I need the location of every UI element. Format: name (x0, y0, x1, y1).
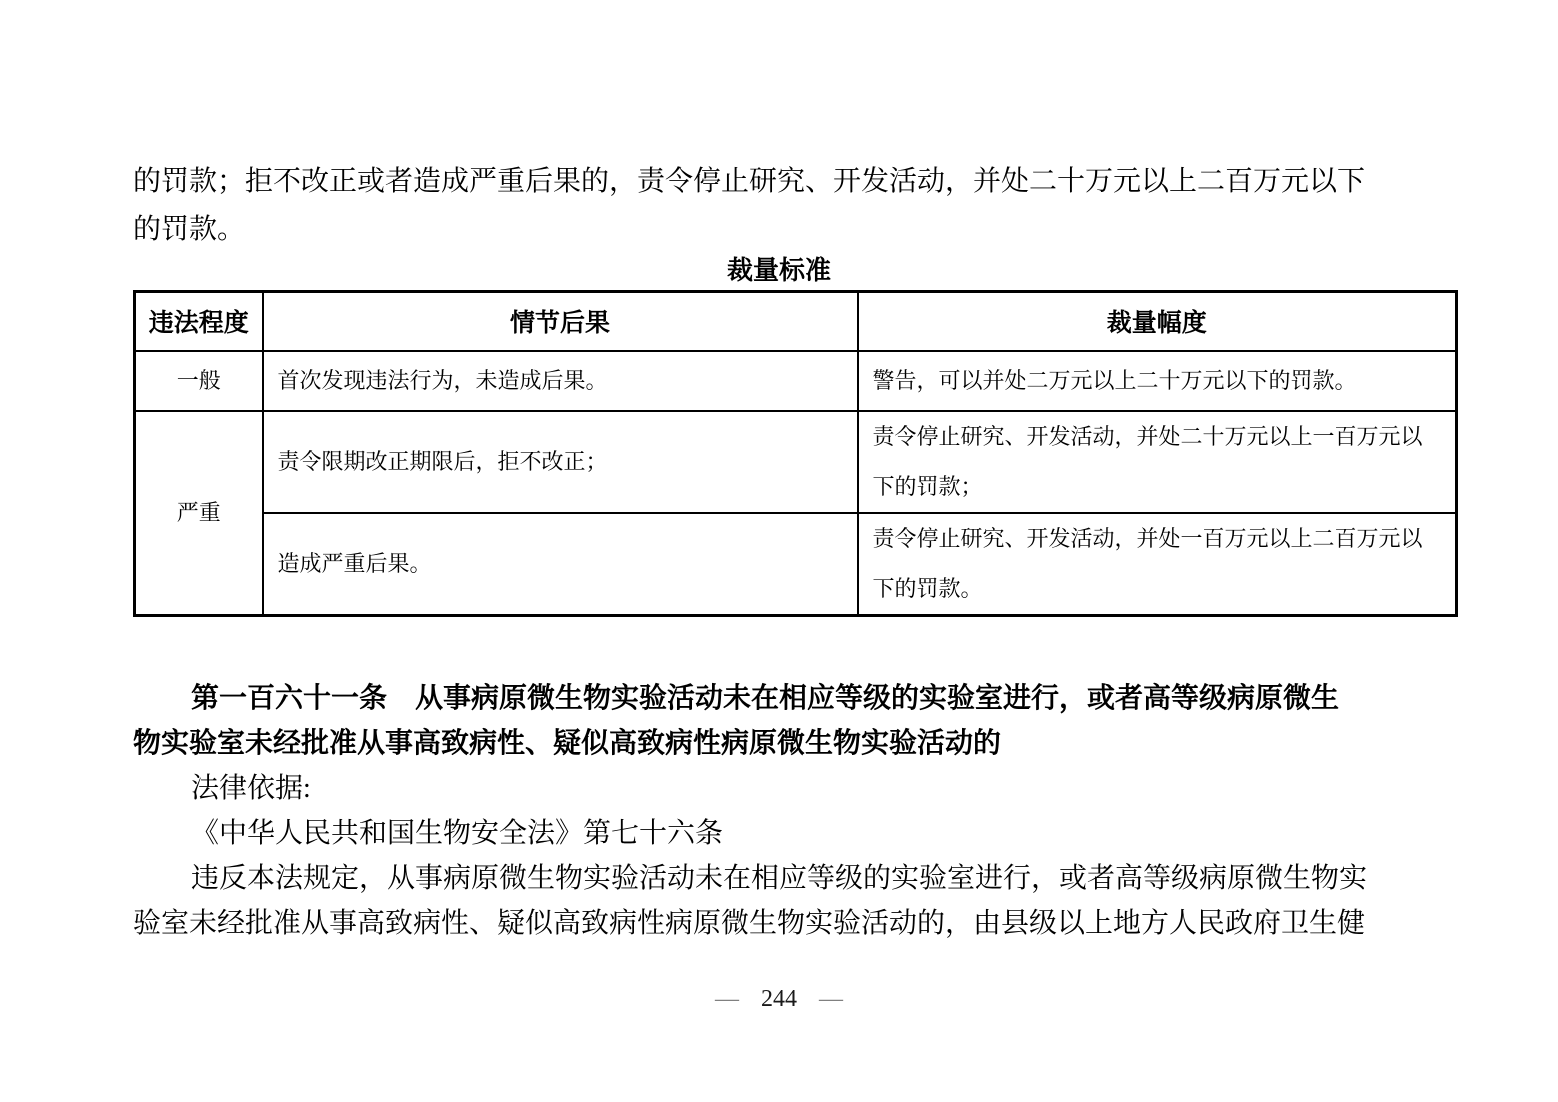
article-body-line: 违反本法规定，从事病原微生物实验活动未在相应等级的实验室进行，或者高等级病原微生物实 (191, 863, 1368, 894)
legal-basis-label: 法律依据: (191, 773, 311, 804)
cell-range: 责令停止研究、开发活动，并处二十万元以上一百万元以下的罚款； (858, 411, 1457, 513)
cell-circumstance: 责令限期改正期限后，拒不改正； (263, 411, 858, 513)
page-footer (0, 984, 1558, 1014)
article-heading-line: 第一百六十一条 从事病原微生物实验活动未在相应等级的实验室进行，或者高等级病原微生 (191, 683, 1340, 714)
table-row-serious-2 (135, 513, 1457, 616)
table-header-row (135, 292, 1457, 351)
table-row-serious-1 (135, 411, 1457, 513)
intro-line: 的罚款。 (133, 214, 246, 245)
discretion-standards-table (133, 290, 1458, 617)
cell-range: 责令停止研究、开发活动，并处一百万元以上二百万元以下的罚款。 (858, 513, 1457, 616)
article-heading-line: 物实验室未经批准从事高致病性、疑似高致病性病原微生物实验活动的 (133, 728, 1002, 759)
column-header-circumstance: 情节后果 (263, 292, 858, 351)
column-header-discretion-range: 裁量幅度 (858, 292, 1457, 351)
article-body-line: 验室未经批准从事高致病性、疑似高致病性病原微生物实验活动的，由县级以上地方人民政府卫生健 (133, 908, 1366, 939)
legal-basis-source: 《中华人民共和国生物安全法》第七十六条 (191, 818, 724, 849)
footer-dash-right: — (819, 986, 843, 1012)
intro-paragraph (133, 158, 1463, 254)
cell-range: 警告，可以并处二万元以上二十万元以下的罚款。 (858, 351, 1457, 411)
table-title: 裁量标准 (726, 255, 831, 285)
column-header-violation-degree: 违法程度 (135, 292, 263, 351)
cell-circumstance: 造成严重后果。 (263, 513, 858, 616)
cell-circumstance: 首次发现违法行为，未造成后果。 (263, 351, 858, 411)
intro-line: 的罚款；拒不改正或者造成严重后果的，责令停止研究、开发活动，并处二十万元以上二百万元以下 (133, 166, 1366, 197)
footer-dash-left: — (715, 986, 739, 1012)
cell-degree: 一般 (135, 351, 263, 411)
article-section (133, 676, 1463, 946)
page-number: 244 (761, 986, 797, 1012)
cell-degree: 严重 (135, 411, 263, 616)
table-row-general (135, 351, 1457, 411)
